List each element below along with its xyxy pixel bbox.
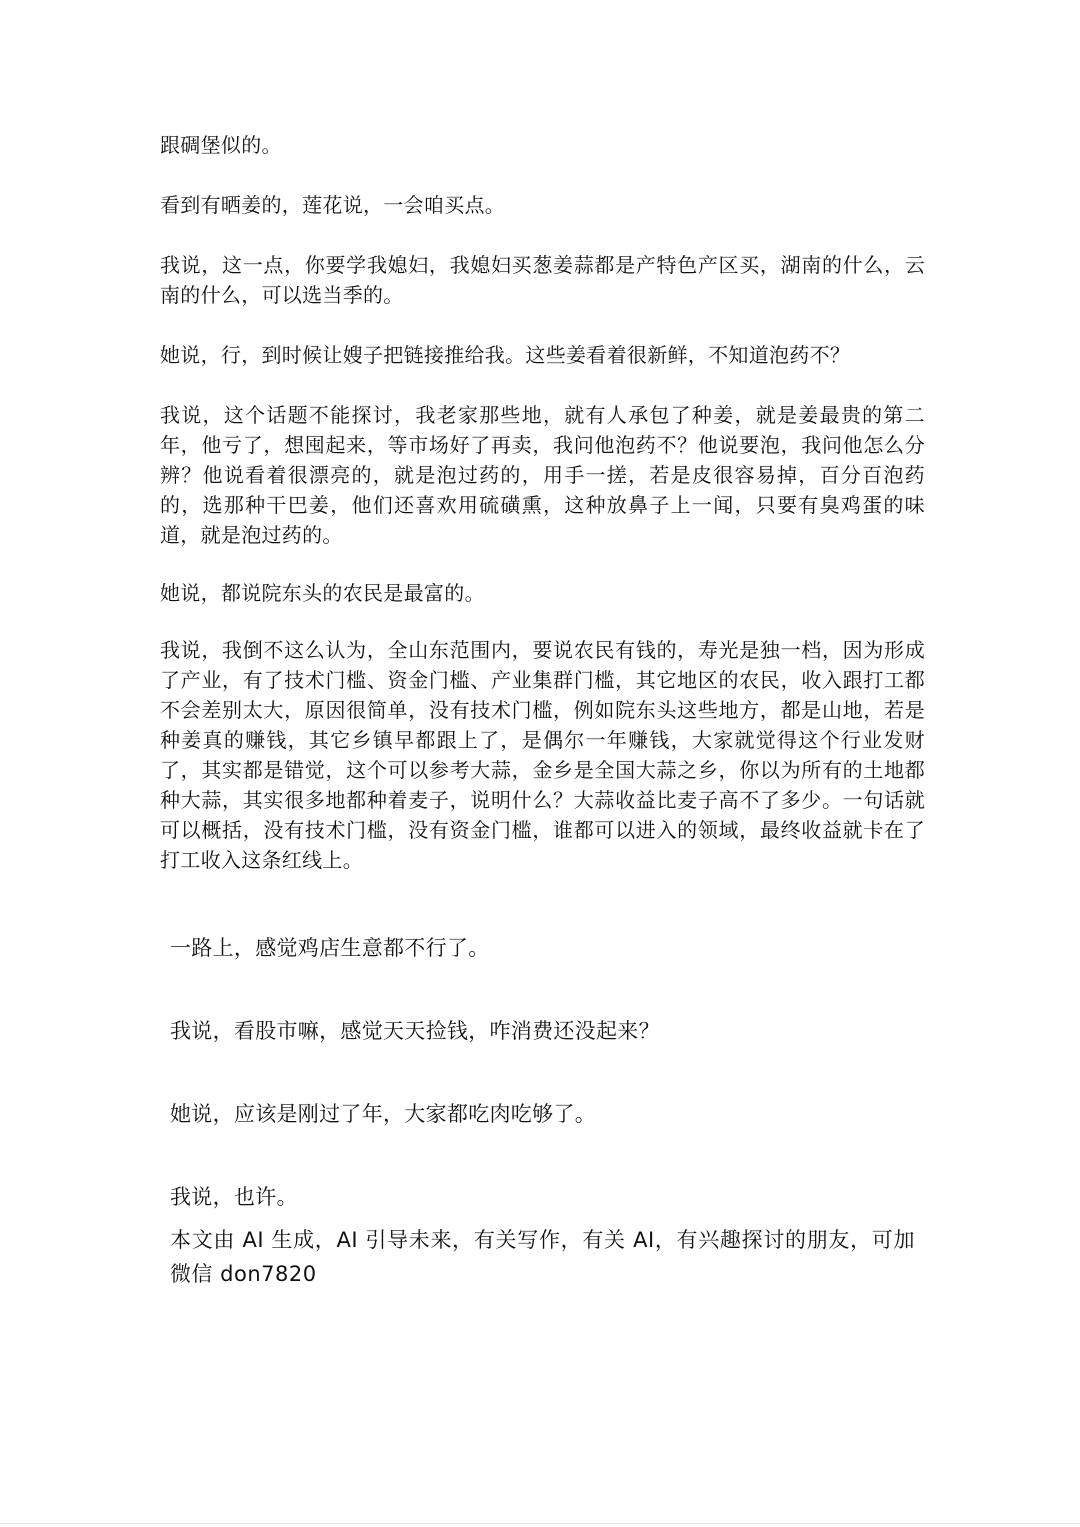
paragraph-11: 我说，也许。 — [170, 1185, 298, 1209]
paragraph-8: 一路上，感觉鸡店生意都不行了。 — [170, 936, 490, 960]
paragraph-4: 她说，行，到时候让嫂子把链接推给我。这些姜看着很新鲜，不知道泡药不？ — [160, 343, 851, 367]
paragraph-10: 她说，应该是刚过了年，大家都吃肉吃够了。 — [170, 1102, 596, 1126]
page-bottom-divider — [0, 1523, 1080, 1524]
paragraph-5: 我说，这个话题不能探讨，我老家那些地，就有人承包了种姜，就是姜最贵的第二年，他亏了，想囤起来，等市场好了再卖，我问他泡药不？他说要泡，我问他怎么分辨？他说看着很漂亮的，就是泡过药的，用手一搓，若是皮很容易掉，百分百泡药的，选那种干巴姜，他们还喜欢用硫磺熏，这种放鼻子上一闻，只要有臭鸡蛋的味道，就是泡过药的。 — [160, 403, 925, 547]
paragraph-7: 我说，我倒不这么认为，全山东范围内，要说农民有钱的，寿光是独一档，因为形成了产业，有了技术门槛、资金门槛、产业集群门槛，其它地区的农民，收入跟打工都不会差别太大，原因很简单，没有技术门槛，例如院东头这些地方，都是山地，若是种姜真的赚钱，其它乡镇早都跟上了，是偶尔一年赚钱，大家就觉得这个行业发财了，其实都是错觉，这个可以参考大蒜，金乡是全国大蒜之乡，你以为所有的土地都种大蒜，其实很多地都种着麦子，说明什么？大蒜收益比麦子高不了多少。一句话就可以概括，没有技术门槛，没有资金门槛，谁都可以进入的领域，最终收益就卡在了打工收入这条红线上。 — [160, 638, 925, 872]
paragraph-3: 我说，这一点，你要学我媳妇，我媳妇买葱姜蒜都是产特色产区买，湖南的什么，云南的什么，可以选当季的。 — [160, 253, 925, 307]
paragraph-9: 我说，看股市嘛，感觉天天捡钱，咋消费还没起来？ — [170, 1019, 660, 1043]
ai-notice-paragraph: 本文由 AI 生成，AI 引导未来，有关写作，有关 AI，有兴趣探讨的朋友，可加微信 don7820 — [170, 1228, 915, 1286]
paragraph-1: 跟碉堡似的。 — [160, 133, 282, 157]
paragraph-2: 看到有晒姜的，莲花说，一会咱买点。 — [160, 193, 506, 217]
paragraph-6: 她说，都说院东头的农民是最富的。 — [160, 581, 485, 605]
